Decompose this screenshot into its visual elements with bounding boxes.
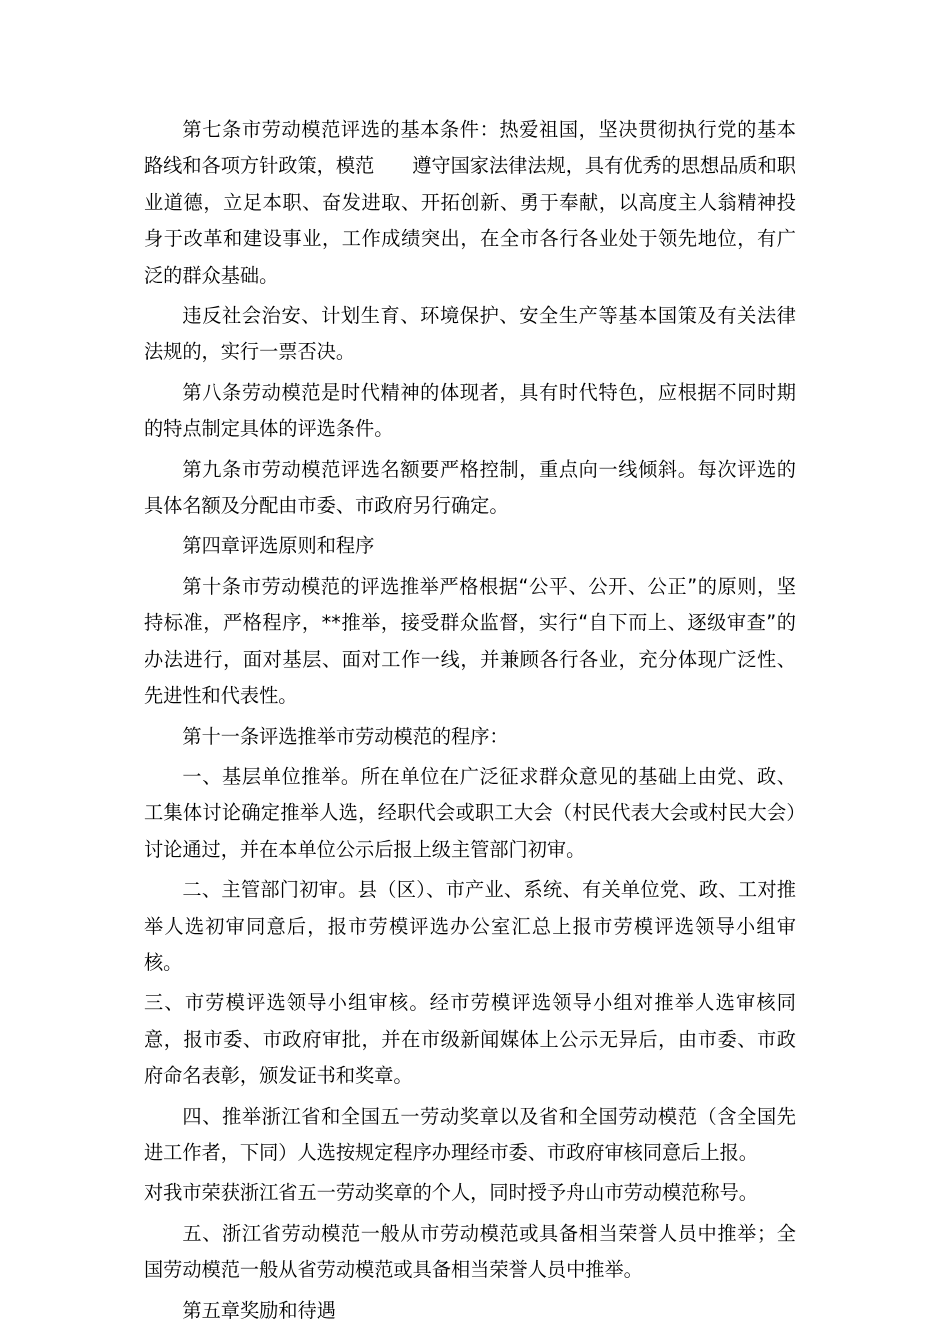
paragraph-step-4: 四、推举浙江省和全国五一劳动奖章以及省和全国劳动模范（含全国先进工作者，下同）人选按规定程序办理经市委、市政府审核同意后上报。 <box>144 1104 796 1164</box>
paragraph-zhejiang-award: 对我市荣获浙江省五一劳动奖章的个人，同时授予舟山市劳动模范称号。 <box>144 1181 758 1205</box>
chapter-5-heading: 第五章奖励和待遇 <box>182 1298 336 1322</box>
paragraph-article-7 <box>144 112 796 294</box>
paragraph-veto: 违反社会治安、计划生育、环境保护、安全生产等基本国策及有关法律法规的，实行一票否决。 <box>144 304 796 364</box>
paragraph-article-9: 第九条市劳动模范评选名额要严格控制，重点向一线倾斜。每次评选的具体名额及分配由市委、市政府另行确定。 <box>144 457 796 518</box>
paragraph-step-1: 一、基层单位推举。所在单位在广泛征求群众意见的基础上由党、政、工集体讨论确定推举人选，经职代会或职工大会（村民代表大会或村民大会）讨论通过，并在本单位公示后报上级主管部门初审。 <box>144 764 796 861</box>
paragraph-step-5: 五、浙江省劳动模范一般从市劳动模范或具备相当荣誉人员中推举；全国劳动模范一般从省劳动模范或具备相当荣誉人员中推举。 <box>144 1221 796 1282</box>
paragraph-article-8: 第八条劳动模范是时代精神的体现者，具有时代特色，应根据不同时期的特点制定具体的评选条件。 <box>144 380 796 441</box>
chapter-4-heading: 第四章评选原则和程序 <box>182 534 375 558</box>
paragraph-article-11: 第十一条评选推举市劳动模范的程序： <box>182 724 509 748</box>
paragraph-step-2: 二、主管部门初审。县（区）、市产业、系统、有关单位党、政、工对推举人选初审同意后，报市劳模评选办公室汇总上报市劳模评选领导小组审核。 <box>144 878 796 974</box>
paragraph-article-7-part1: 第七条市劳动模范评选的基本条件：热爱祖国，坚决贯彻执行党的基本路线和各项方针政策，模范 <box>144 118 796 178</box>
paragraph-step-3: 三、市劳模评选领导小组审核。经市劳模评选领导小组对推举人选审核同意，报市委、市政府审批，并在市级新闻媒体上公示无异后，由市委、市政府命名表彰，颁发证书和奖章。 <box>144 991 796 1088</box>
paragraph-article-7-part2: 遵守国家法律法规，具有优秀的思想品质和职业道德，立足本职、奋发进取、开拓创新、勇于奉献，以高度主人翁精神投身于改革和建设事业，工作成绩突出，在全市各行各业处于领先地位，有广泛的群众基础。 <box>144 154 796 287</box>
document-page <box>144 112 796 1333</box>
paragraph-article-10: 第十条市劳动模范的评选推举严格根据“公平、公开、公正”的原则，坚持标准，严格程序，**推举，接受群众监督，实行“自下而上、逐级审查”的办法进行，面对基层、面对工作一线，并兼顾各行各业，充分体现广泛性、先进性和代表性。 <box>144 574 796 708</box>
